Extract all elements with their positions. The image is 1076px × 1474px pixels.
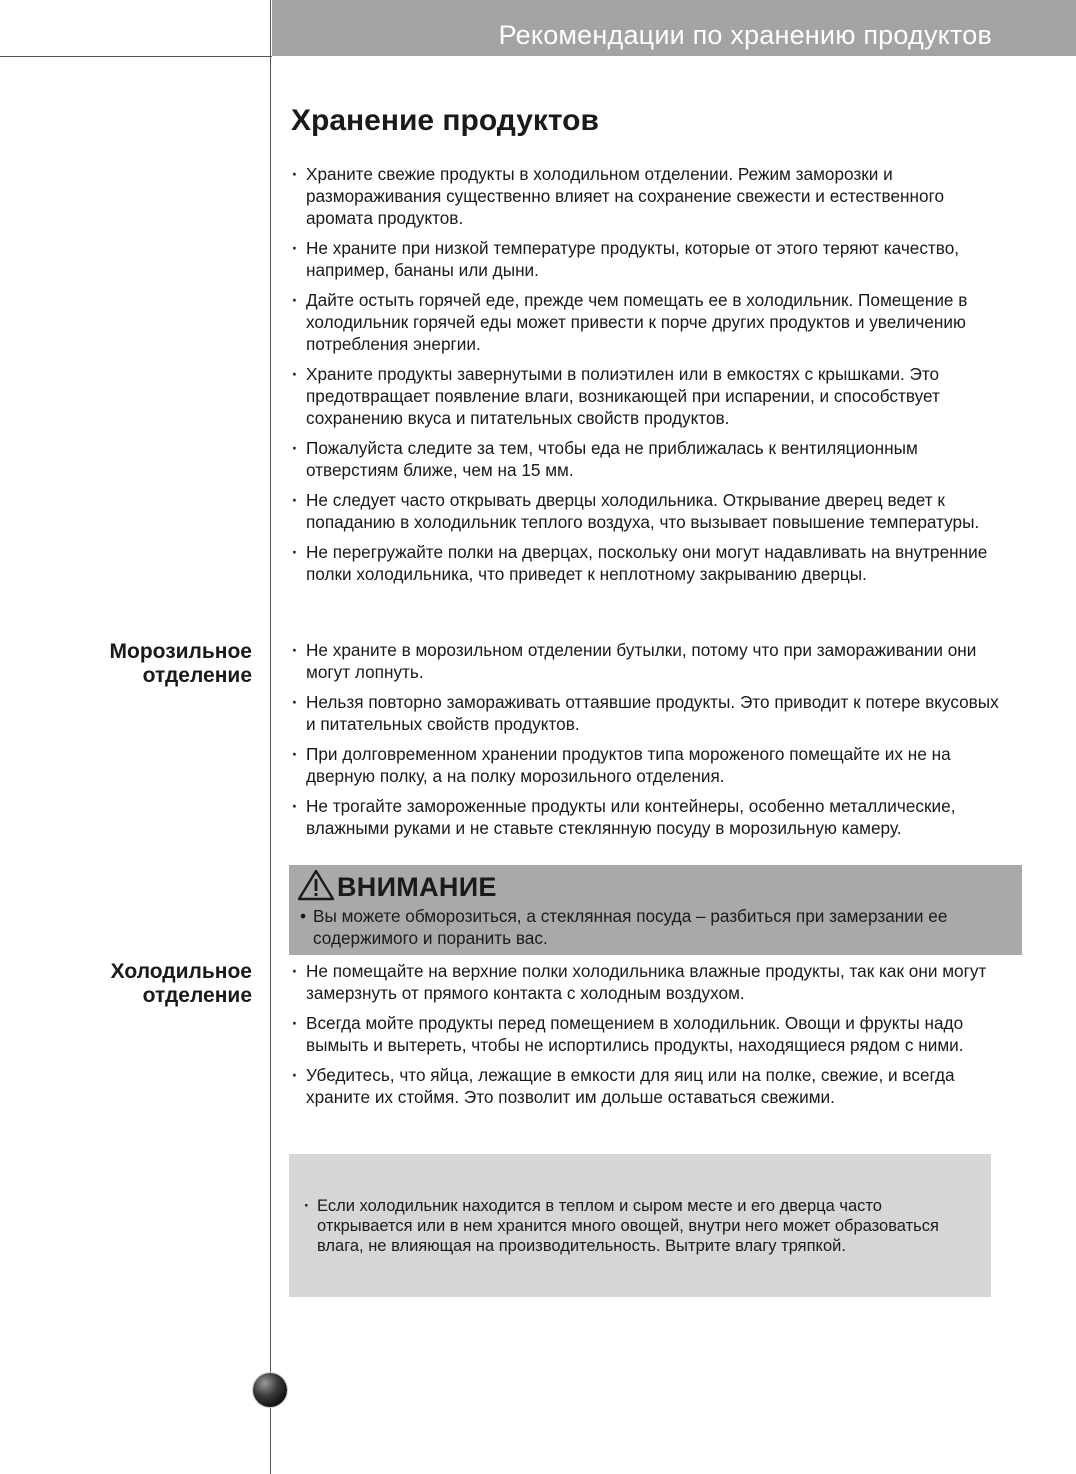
list-item: · Не трогайте замороженные продукты или контейнеры, особенно металлические, влажными руками и не ставьте стеклянную посуду в морозильную камеру.: [291, 795, 1001, 839]
header-title: Рекомендации по хранению продуктов: [498, 20, 992, 50]
list-item: · Храните продукты завернутыми в полиэтилен или в емкостях с крышками. Это предотвращает появление влаги, возникающей при испарении, и способствует сохранению вкуса и питательных свойств продуктов.: [291, 363, 1001, 429]
list-item: · Всегда мойте продукты перед помещением в холодильник. Овощи и фрукты надо вымыть и вытереть, чтобы не испортились продукты, находящиеся рядом с ними.: [291, 1012, 1001, 1056]
list-item: · Нельзя повторно замораживать оттаявшие продукты. Это приводит к потере вкусовых и питательных свойств продуктов.: [291, 691, 1001, 735]
list-item: · Не следует часто открывать дверцы холодильника. Открывание дверец ведет к попаданию в холодильник теплого воздуха, что вызывает повышение температуры.: [291, 489, 1001, 533]
warning-triangle-icon: [297, 869, 335, 906]
freezer-section-label: [110, 640, 253, 688]
list-item: · Не храните в морозильном отделении бутылки, потому что при замораживании они могут лопнуть.: [291, 639, 1001, 683]
warning-text: • Вы можете обморозиться, а стеклянная посуда – разбиться при замерзании ее содержимого и поранить вас.: [313, 905, 1013, 949]
list-item: · Дайте остыть горячей еде, прежде чем помещать ее в холодильник. Помещение в холодильник горячей еды может привести к порче других продуктов и увеличению потребления энергии.: [291, 289, 1001, 355]
list-item: · Не перегружайте полки на дверцах, поскольку они могут надавливать на внутренние полки холодильника, что приведет к неплотному закрыванию дверцы.: [291, 541, 1001, 585]
margin-rule: [270, 0, 271, 1474]
list-item: · При долговременном хранении продуктов типа мороженого помещайте их не на дверную полку, а на полку морозильного отделения.: [291, 743, 1001, 787]
list-item: · Не помещайте на верхние полки холодильника влажные продукты, так как они могут замерзнуть от прямого контакта с холодным воздухом.: [291, 960, 1001, 1004]
header-band: [272, 0, 1076, 56]
list-item: · Храните свежие продукты в холодильном отделении. Режим заморозки и размораживания существенно влияет на сохранение свежести и естественного аромата продуктов.: [291, 163, 1001, 229]
header-rule: [0, 56, 272, 57]
list-item: · Убедитесь, что яйца, лежащие в емкости для яиц или на полке, свежие, и всегда храните их стоймя. Это позволит им дольше оставаться свежими.: [291, 1064, 1001, 1108]
list-item: · Не храните при низкой температуре продукты, которые от этого теряют качество, например, бананы или дыни.: [291, 237, 1001, 281]
fridge-label-line1: Холодильное: [110, 960, 252, 983]
freezer-list: [291, 639, 1001, 847]
warning-header: [297, 869, 497, 906]
freezer-label-line2: отделение: [142, 664, 252, 687]
note-box: [289, 1154, 991, 1297]
fridge-section-label: [111, 960, 252, 1008]
warning-box: [289, 865, 1022, 955]
fridge-list: [291, 960, 1001, 1116]
freezer-label-line1: Морозильное: [109, 640, 252, 663]
list-item: · Пожалуйста следите за тем, чтобы еда не приближалась к вентиляционным отверстиям ближе, чем на 15 мм.: [291, 437, 1001, 481]
page-title: Хранение продуктов: [291, 104, 599, 137]
page-marker-dot: [253, 1373, 287, 1407]
general-storage-list: [291, 163, 1001, 593]
fridge-label-line2: отделение: [142, 984, 252, 1007]
note-text: · Если холодильник находится в теплом и сыром месте и его дверца часто открывается или в нем хранится много овощей, внутри него может образоваться влага, не влияющая на производительность. Вытрите влагу тряпкой.: [317, 1196, 957, 1256]
warning-title: ВНИМАНИЕ: [337, 872, 497, 902]
